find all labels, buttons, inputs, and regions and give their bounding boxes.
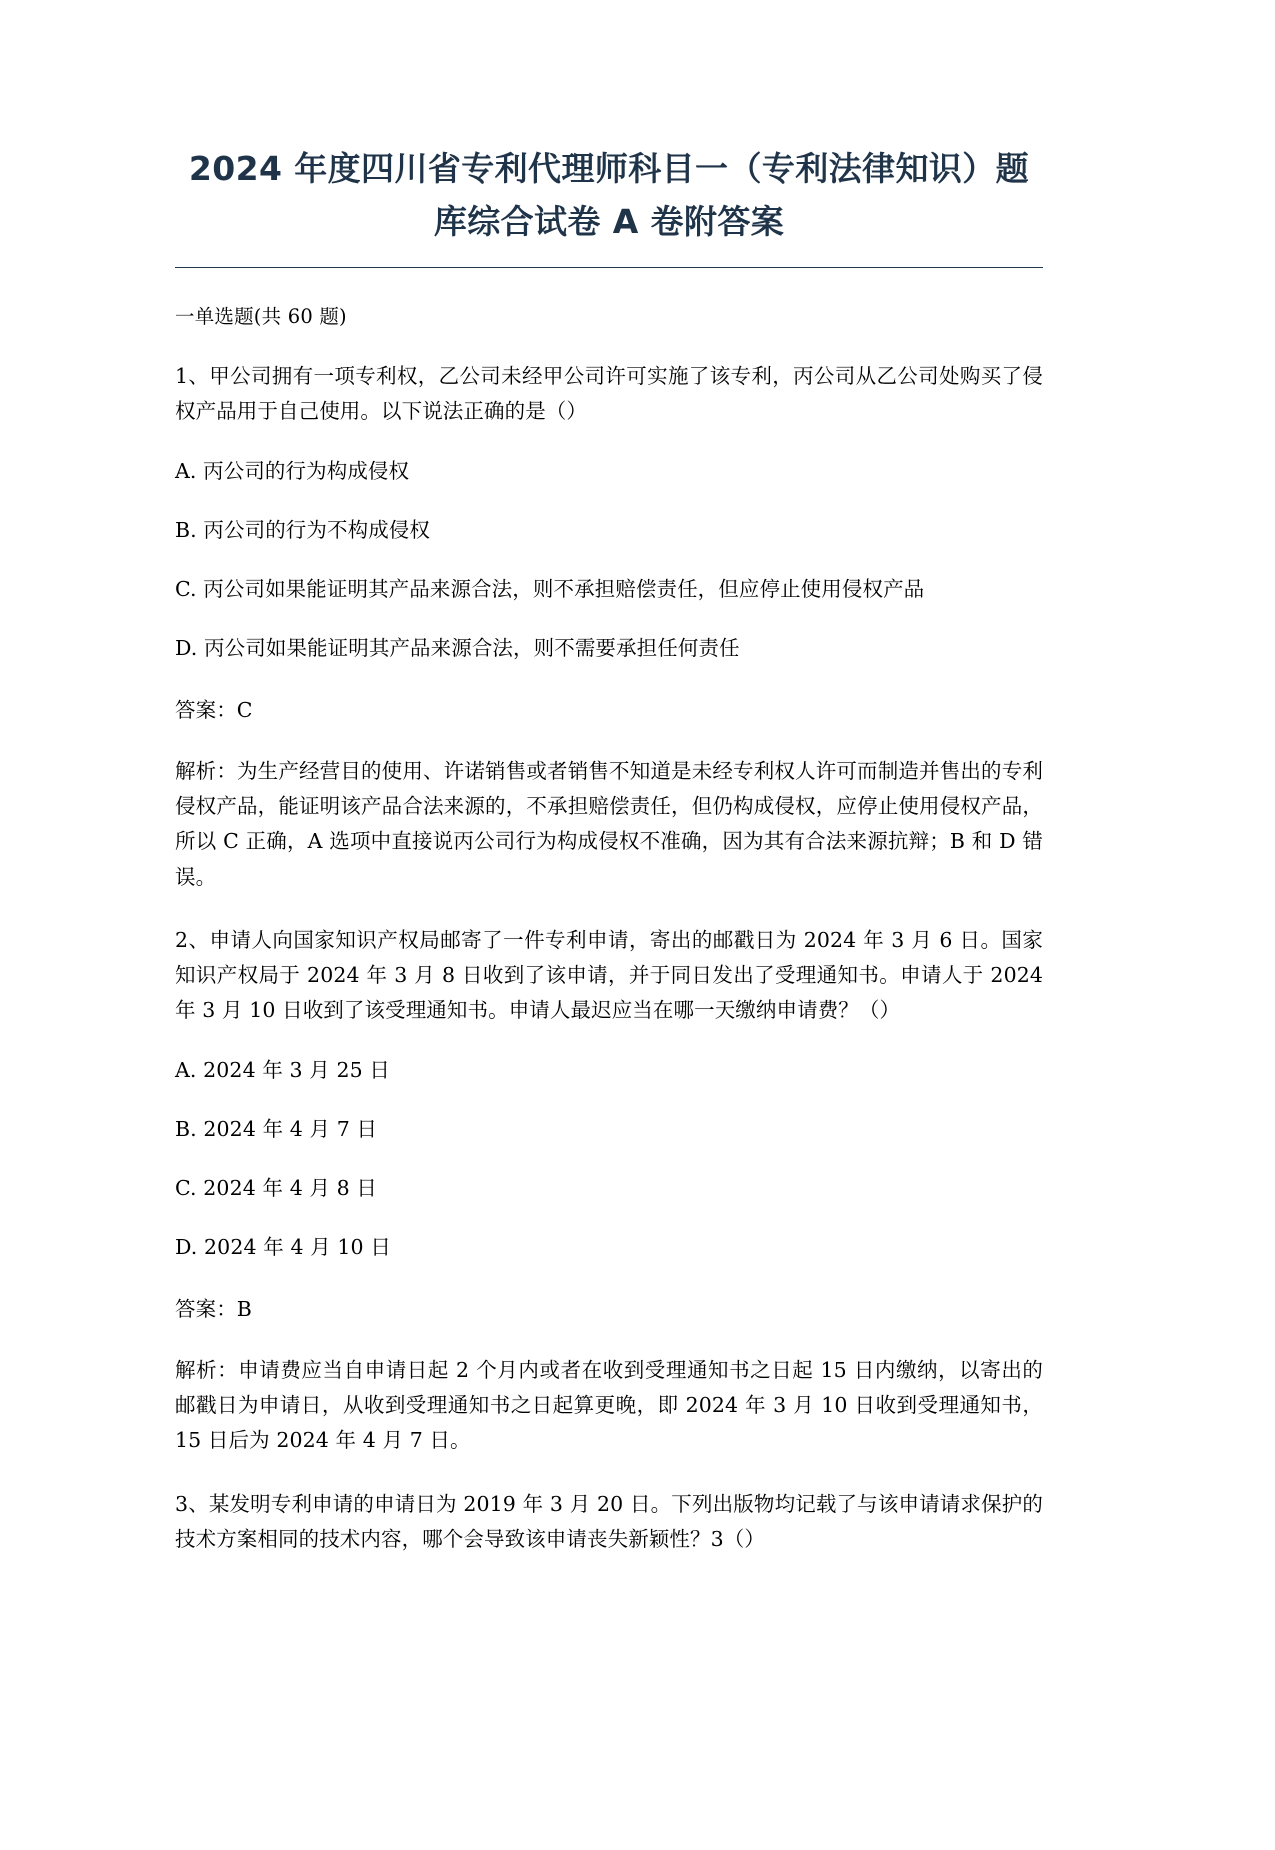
section-heading: 一单选题(共 60 题): [175, 304, 347, 328]
question-1-option-b: B. 丙公司的行为不构成侵权: [175, 517, 430, 542]
question-1-option-c: C. 丙公司如果能证明其产品来源合法，则不承担赔偿责任，但应停止使用侵权产品: [175, 577, 925, 602]
question-1-stem: 1、甲公司拥有一项专利权，乙公司未经甲公司许可实施了该专利，丙公司从乙公司处购买了侵权产品用于自己使用。以下说法正确的是（）: [175, 364, 1043, 424]
document-content: [175, 0, 1043, 1557]
page-title: 2024 年度四川省专利代理师科目一（专利法律知识）题库综合试卷 A 卷附答案: [188, 149, 1030, 242]
question-2-option-c: C. 2024 年 4 月 8 日: [175, 1176, 378, 1201]
question-1-option-d: D. 丙公司如果能证明其产品来源合法，则不需要承担任何责任: [175, 636, 740, 661]
question-2-option-b: B. 2024 年 4 月 7 日: [175, 1116, 378, 1141]
question-1-answer: 答案：C: [175, 697, 253, 722]
question-2-option-d: D. 2024 年 4 月 10 日: [175, 1235, 391, 1260]
question-2-answer: 答案：B: [175, 1296, 252, 1321]
title-divider: [175, 267, 1043, 268]
question-3-stem: 3、某发明专利申请的申请日为 2019 年 3 月 20 日。下列出版物均记载了与该申请请求保护的技术方案相同的技术内容，哪个会导致该申请丧失新颖性？3（）: [175, 1491, 1043, 1551]
question-1-option-a: A. 丙公司的行为构成侵权: [175, 458, 410, 483]
question-2-analysis: 解析：申请费应当自申请日起 2 个月内或者在收到受理通知书之日起 15 日内缴纳，以寄出的邮戳日为申请日，从收到受理通知书之日起算更晚，即 2024 年 3 月 10 日收到受理通知书，15 日后为 2024 年 4 月 7 日。: [175, 1357, 1043, 1453]
question-2-option-a: A. 2024 年 3 月 25 日: [175, 1057, 391, 1082]
question-2-stem: 2、申请人向国家知识产权局邮寄了一件专利申请，寄出的邮戳日为 2024 年 3 月 6 日。国家知识产权局于 2024 年 3 月 8 日收到了该申请，并于同日发出了受理通知书。申请人于 2024 年 3 月 10 日收到了该受理通知书。申请人最迟应当在哪一天缴纳申请费？（）: [175, 927, 1043, 1023]
question-1-analysis: 解析：为生产经营目的使用、许诺销售或者销售不知道是未经专利权人许可而制造并售出的专利侵权产品，能证明该产品合法来源的，不承担赔偿责任，但仍构成侵权，应停止使用侵权产品，所以 C 正确，A 选项中直接说丙公司行为构成侵权不准确，因为其有合法来源抗辩；B 和 D 错误。: [175, 758, 1043, 889]
page-bottom-mask: [0, 1650, 1275, 1850]
